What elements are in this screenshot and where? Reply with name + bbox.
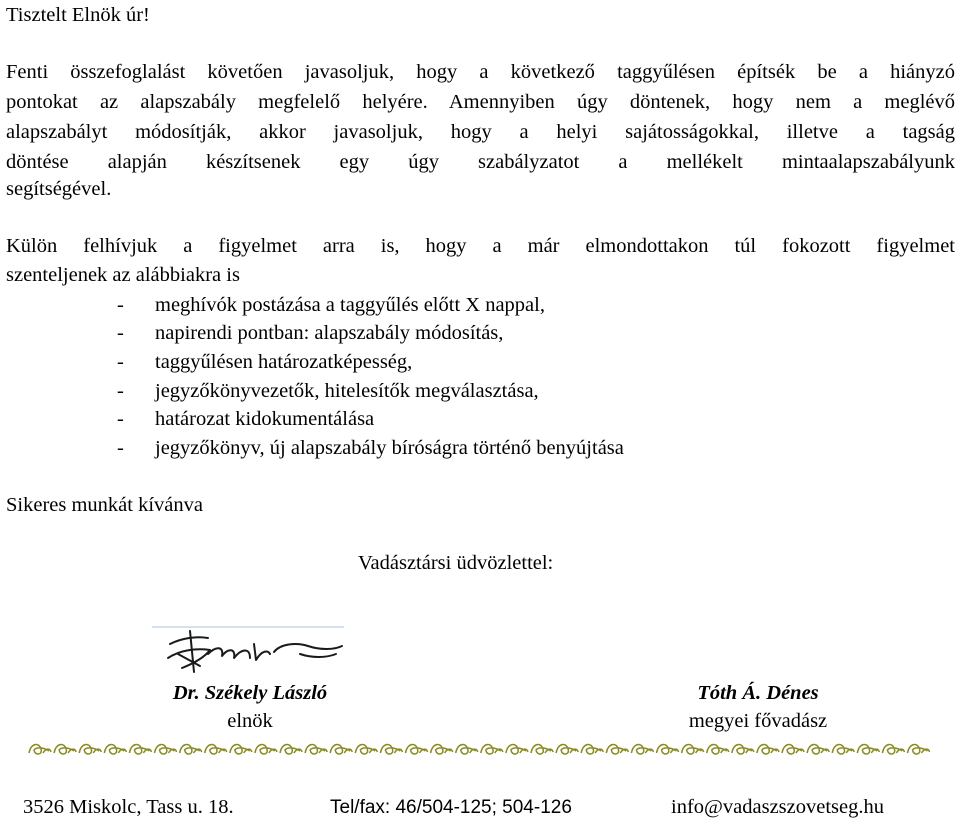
ornament-swirl [230, 744, 252, 754]
list-dash: - [117, 294, 124, 316]
ornament-swirl [431, 744, 453, 754]
ornament-swirl [54, 744, 76, 754]
ornament-swirl [129, 744, 151, 754]
list-item [117, 295, 545, 316]
closing: Sikeres munkát kívánva [6, 494, 203, 516]
ornament-swirl [531, 744, 553, 754]
footer-email: info@vadaszszovetseg.hu [671, 796, 884, 818]
ornament-swirl [732, 744, 754, 754]
ornament-swirl [832, 744, 854, 754]
list-dash: - [117, 437, 124, 459]
ornament-swirl [657, 744, 679, 754]
ornament-swirl [255, 744, 277, 754]
ornament-swirl [29, 744, 51, 754]
ornament-swirl [104, 744, 126, 754]
ornament-swirl [330, 744, 352, 754]
list-item-text: jegyzőkönyv, új alapszabály bíróságra történő benyújtása [155, 437, 624, 459]
ornament-swirl [280, 744, 302, 754]
ornament-swirl [757, 744, 779, 754]
paragraph-1-line: Fenti összefoglalást követően javasoljuk, hogy a következő taggyűlésen építsék be a hiányzó [6, 61, 955, 83]
ornament-swirl [782, 744, 804, 754]
ornament-swirl [807, 744, 829, 754]
signatory-title: megyei fővadász [688, 710, 828, 732]
list-item-text: meghívók postázása a taggyűlés előtt X nappal, [155, 294, 545, 316]
ornament-swirl [682, 744, 704, 754]
ornament-swirl [180, 744, 202, 754]
ornament-swirl [481, 744, 503, 754]
ornament-swirl [305, 744, 327, 754]
ornament-swirl [606, 744, 628, 754]
ornament-swirl [581, 744, 603, 754]
ornament-swirl [406, 744, 428, 754]
list-item-text: határozat kidokumentálása [155, 408, 375, 430]
list-item [117, 438, 624, 459]
paragraph-2-line: szenteljenek az alábbiakra is [6, 264, 240, 286]
paragraph-1-line: segítségével. [6, 178, 112, 200]
footer-phone: Tel/fax: 46/504-125; 504-126 [330, 797, 572, 818]
list-item [117, 323, 503, 344]
ornament-swirl [882, 744, 904, 754]
decorative-border [27, 738, 932, 758]
greeting: Tisztelt Elnök úr! [6, 4, 150, 26]
salutation: Vadásztársi üdvözlettel: [358, 552, 554, 574]
ornament-swirl [908, 744, 930, 754]
paragraph-1-line: döntése alapján készítsenek egy úgy szabályzatot a mellékelt mintaalapszabályunk [6, 151, 955, 173]
signatory-title: elnök [227, 710, 273, 732]
paragraph-1-line: pontokat az alapszabály megfelelő helyére. Amennyiben úgy döntenek, hogy nem a meglévő [6, 91, 955, 113]
paragraph-2-line: Külön felhívjuk a figyelmet arra is, hogy a már elmondottakon túl fokozott figyelmet [6, 235, 955, 257]
paragraph-1-line: alapszabályt módosítják, akkor javasoljuk, hogy a helyi sajátosságokkal, illetve a tagság [6, 121, 955, 143]
list-item-text: jegyzőkönyvezetők, hitelesítők megválasztása, [155, 380, 539, 402]
ornament-swirl [79, 744, 101, 754]
list-dash: - [117, 408, 124, 430]
list-dash: - [117, 380, 124, 402]
ornament-swirl [556, 744, 578, 754]
signatory-name: Dr. Székely László [172, 682, 328, 704]
ornament-swirl [355, 744, 377, 754]
ornament-swirl [631, 744, 653, 754]
list-item [117, 352, 412, 373]
ornament-swirl [857, 744, 879, 754]
ornament-swirl [205, 744, 227, 754]
ornament-swirl [506, 744, 528, 754]
list-item-text: napirendi pontban: alapszabály módosítás, [155, 322, 504, 344]
ornament-swirl [380, 744, 402, 754]
list-item-text: taggyűlésen határozatképesség, [155, 351, 413, 373]
ornament-swirl [155, 744, 177, 754]
signatory-name: Tóth Á. Dénes [697, 682, 819, 704]
footer-address: 3526 Miskolc, Tass u. 18. [23, 796, 234, 818]
list-item [117, 381, 539, 402]
ornament-swirl [456, 744, 478, 754]
list-dash: - [117, 322, 124, 344]
list-item [117, 409, 374, 430]
list-dash: - [117, 351, 124, 373]
ornament-swirl [707, 744, 729, 754]
signature-image [150, 624, 350, 680]
